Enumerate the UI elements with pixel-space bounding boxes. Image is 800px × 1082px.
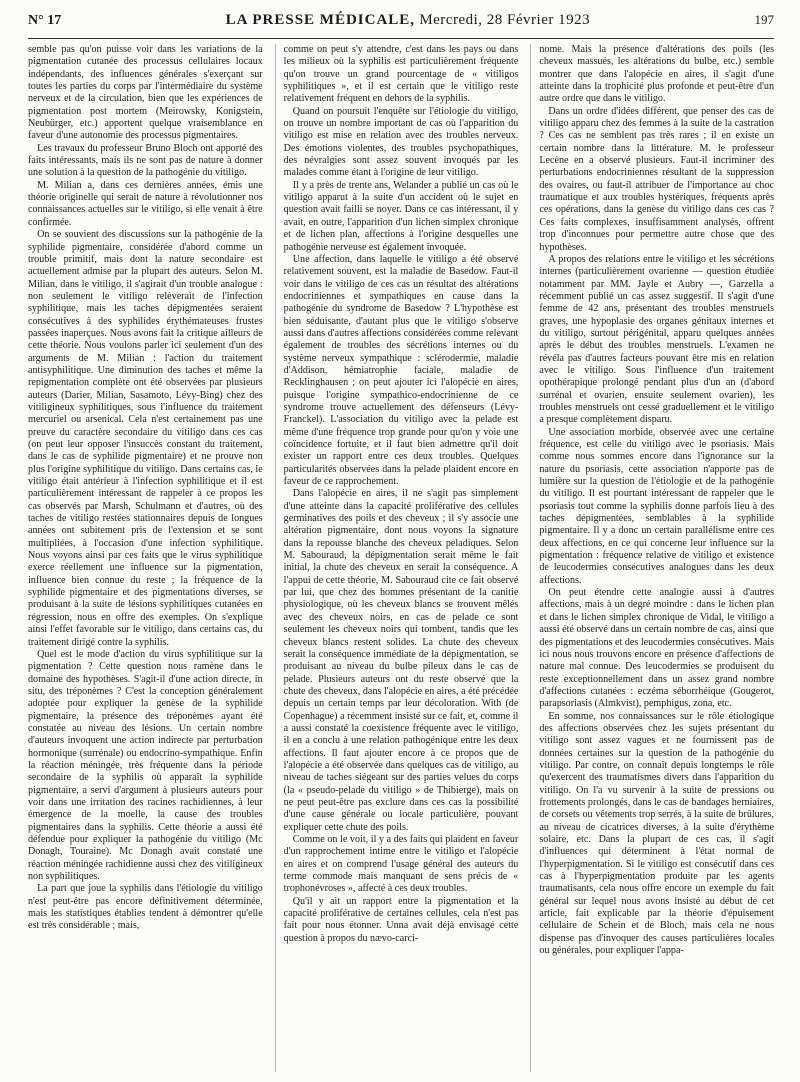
- paragraph: En somme, nos connaissances sur le rôle étiologique des affections observées chez les sujets présentant du vitiligo sont assez vagues et ne fournissent pas de données certaines sur la question de la pathogénie du vitiligo. Par contre, on connaît depuis longtemps le rôle qu'exercent des traumatismes divers dans l'apparition du vitiligo. On l'a vu survenir à la suite de pressions ou frottements prolongés, dans le cas de bandages herniaires, de corsets ou vêtements trop serrés, à la suite de brûlures, au niveau de cicatrices diverses, à la suite d'érythème solaire, etc. Dans la plupart de ces cas, il s'agit d'influences qui déterminent à l'état normal de l'hyperpigmentation. Si le vitiligo est consécutif dans ces cas à l'hyperpigmentation produite par les agents traumatisants, cela nous offre encore un exemple du fait général sur lequel nous avons insisté au début de cet article, fait explicable par la théorie d'épuisement cellulaire de Schein et de Bloch, mais cela ne nous dispense pas d'invoquer des causes particulières locales ou générales, pour expliquer l'appa-: [539, 710, 774, 957]
- paragraph: nome. Mais la présence d'altérations des poils (les cheveux massués, les altérations du bulbe, etc.) semble montrer que dans l'alopécie en aires, il s'agit d'une atteinte dans la trophicité plus profonde et peut-être d'un autre ordre que dans le vitiligo.: [539, 44, 774, 105]
- paragraph: La part que joue la syphilis dans l'étiologie du vitiligo n'est peut-être pas encore définitivement déterminée, mais les statistiques établies tendent à démontrer qu'elle est très considérable ; mais,: [28, 883, 263, 932]
- paragraph: Quand on poursuit l'enquête sur l'étiologie du vitiligo, on trouve un nombre important de cas où l'apparition du vitiligo est mise en relation avec des troubles nerveux. Des émotions violentes, des troubles psychopathiques, des névralgies sont assez souvent invoqués par les malades comme étant à l'origine de leur vitiligo.: [283, 105, 519, 179]
- paragraph: Il y a près de trente ans, Welander a publié un cas où le vitiligo apparut à la suite d'un accident où le sujet en question avait failli se noyer. Dans ce cas intéressant, il y avait, en outre, l'apparition d'un lichen simplex chronique et de lichen plan, affections à l'origine desquelles une pathogénie nerveuse est également invoquée.: [283, 179, 519, 253]
- paragraph: Une association morbide, observée avec une certaine fréquence, est celle du vitiligo avec le psoriasis. Mais comme nous sommes encore dans l'ignorance sur la nature du psoriasis, cette association n'apporte pas de lumière sur la question de l'étiologie et de la pathogénie du vitiligo. Il est pourtant intéressant de rappeler que le psoriasis tout comme la syphilis donne parfois lieu à des taches dépigmentées, semblables à la syphilide pigmentaire. Il y a donc un certain parallélisme entre ces deux affections, en ce qui concerne leur influence sur la pigmentation : fréquence relative de vitiligo et existence de leucodermies consécutives analogues dans les deux affections.: [539, 426, 774, 586]
- paragraph: Dans un ordre d'idées différent, que penser des cas de vitiligo apparu chez des femmes à la suite de la castration ? Ces cas ne semblent pas très rares ; il en existe un certain nombre dans la littérature. M. le professeur Lecène en a observé plusieurs. Faut-il incriminer des perturbations endocriniennes résultant de la suppression des ovaires, ou faut-il attribuer de l'importance au choc traumatique et aux troubles hystériques, fréquents après ces opérations, dans la genèse du vitiligo dans ces cas ? Ces faits complexes, insuffisamment analysés, offrent trop d'inconnues pour permettre autre chose que des hypothèses.: [539, 105, 774, 253]
- paragraph: Comme on le voit, il y a des faits qui plaident en faveur d'un rapprochement intime entre le vitiligo et l'alopécie en aires et on comprend l'usage général des auteurs du terme commode mais manquant de sens précis de « trophonévroses », affecté à ces deux troubles.: [283, 834, 519, 895]
- column-3: [530, 44, 774, 1072]
- column-2: [275, 44, 519, 1072]
- paragraph: Une affection, dans laquelle le vitiligo a été observé relativement souvent, est la maladie de Basedow. Faut-il voir dans le vitiligo de ces cas un résultat des altérations endocriniennes et sympathiques en cause dans la pathogénie du syndrome de Basedow ? L'hypothèse est bien séduisante, d'autant plus que le vitiligo s'observe aussi dans d'autres affections considérées comme relevant également de troubles des sécrétions internes ou du système nerveux sympathique : sclérodermie, maladie d'Addison, hémiatrophie faciale, maladie de Recklinghausen ; on peut ajouter ici l'alopécie en aires, puisque l'origine sympathico-endocrinienne de ce syndrome trouve actuellement des défenseurs (Lévy-Franckel). L'association du vitiligo avec la pelade est même d'une fréquence trop grande pour qu'on y voie une coïncidence fortuite, et il faut bien admettre qu'il doit exister un rapport entre ces deux troubles. Quelques particularités observées dans la pelade plaident encore en faveur de ce rapprochement.: [283, 253, 519, 488]
- paragraph: semble pas qu'on puisse voir dans les variations de la pigmentation cutanée des processus cellulaires locaux indépendants, des influences générales s'exerçant sur toutes les parties du corps par l'intermédiaire du système nerveux et de la circulation, bien que les expériences de pigmentation post mortem (Meirowsky, Konigstein, Neubürger, etc.) apportent quelque vraisemblance en faveur d'une autonomie des processus pigmentaires.: [28, 44, 263, 142]
- paragraph: Qu'il y ait un rapport entre la pigmentation et la capacité proliférative de certaines cellules, cela n'est pas fait pour nous étonner. Unna avait déjà envisagé cette question à propos du nævo-carci-: [283, 895, 519, 944]
- column-1: [28, 44, 263, 1072]
- journal-masthead: [226, 12, 591, 29]
- paragraph: Quel est le mode d'action du virus syphilitique sur la pigmentation ? Cette question nous ramène dans le domaine des hypothèses. S'agit-il d'une action directe, in situ, des tréponèmes ? C'est la conception généralement adoptée pour expliquer la genèse de la syphilide pigmentaire, la présence des tréponèmes ayant été constatée au niveau des lésions. Un certain nombre d'auteurs invoquent une action indirecte par perturbation hormonique (surrénale) ou endocrino-sympathique. Enfin la réaction méningée, très fréquente dans la période secondaire de la syphilis où apparaît la syphilide pigmentaire, a servi d'argument à plusieurs auteurs pour voir dans une irritation des racines rachidiennes, à leur émergence de la moelle, la cause des troubles pigmentaires dans la syphilis. Cette théorie a aussi été défendue pour expliquer la pathogénie du vitiligo (Mc Donagh, Touraine). Mc Donagh avait constaté une réaction méningée rachidienne aussi chez des vitiligineux non syphilitiques.: [28, 648, 263, 883]
- paragraph: A propos des relations entre le vitiligo et les sécrétions internes (particulièrement ovarienne — question étudiée notamment par MM. Jayle et Aubry —, Garzella a récemment publié un cas assez suggestif. Il s'agit d'une femme de 42 ans, présentant des troubles menstruels graves, une hypoplasie des organes génitaux internes et du vitiligo, surtout périgénital, apparu quelques années après le début des troubles menstruels. L'examen ne révéla pas d'autres facteurs pouvant être mis en relation avec le vitiligo. Sous l'influence d'un traitement opothérapique prolongé pendant plus d'un an (d'abord surrénal et ovarien, ensuite seulement ovarien), les troubles menstruels ont cessé graduellement et le vitiligo a presque complètement disparu.: [539, 253, 774, 426]
- article-body: [28, 44, 774, 1072]
- paragraph: On se souvient des discussions sur la pathogénie de la syphilide pigmentaire, considérée d'abord comme un trouble primitif, mais dont la nature secondaire est actuellement admise par la plupart des auteurs. Selon M. Milian, dans le vitiligo, il s'agirait d'un trouble analogue : non seulement le vitiligo relèverait de l'infection syphilitique, mais les taches dépigmentées seraient consécutives à des syphilides érythémateuses frustes passées inaperçues. Nous avons fait la critique ailleurs de cette théorie. Nous voulons parler ici seulement d'un des arguments de M. Milian : l'action du traitement antisyphilitique. Une diminution des taches et même la repigmentation complète ont été observées par plusieurs auteurs (Darier, Milian, Sasamoto, Lévy-Bing) chez des vitiligineux syphilitiques, sous l'influence du traitement mercuriel ou arsenical. Cela n'est certainement pas une preuve du caractère secondaire du vitiligo dans ces cas (on peut leur opposer l'insuccès constant du traitement, dans le cas de syphilide pigmentaire) et ne prouve non plus l'origine syphilitique du vitiligo. Dans certains cas, le vitiligo était antérieur à l'infection syphilitique et il est particulièrement intéressant de rappeler à ce propos les cas observés par Marsh, Schulmann et d'autres, où des taches de vitiligo restées stationnaires depuis de longues années ont subitement pris de l'extension et se sont multipliées, à l'occasion d'une infection syphilitique. Nous voyons ainsi par ces faits que le virus syphilitique exerce réellement une influence sur la pigmentation, influence bien connue du reste ; la fréquence de la syphilide pigmentaire et des pigmentations diverses, se produisant à la suite de lésions syphilitiques cutanées en régression, nous en offre des exemples. On s'explique ainsi l'effet favorable sur le vitiligo, dans certains cas, du traitement dirigé contre la syphilis.: [28, 229, 263, 648]
- issue-date: Mercredi, 28 Février 1923: [419, 12, 591, 28]
- issue-number: N° 17: [28, 13, 62, 28]
- paragraph: Dans l'alopécie en aires, il ne s'agit pas simplement d'une atteinte dans la capacité proliférative des cellules germinatives des poils et des cheveux ; il s'y associe une altération pigmentaire, dont nous voyons la signature dans la repousse blanche des cheveux peladiques. Selon M. Sabouraud, la dépigmentation serait même le fait initial, la chute des cheveux en serait la conséquence. A l'appui de cette théorie, M. Sabouraud cite ce fait observé par lui, que chez des hommes présentant de la canitie physiologique, où les cheveux blancs se trouvent mêlés avec des cheveux noirs, en cas de pelade ce sont seulement les cheveux noirs qui tombent, tandis que les cheveux blancs restent solides. La chute des cheveux serait la conséquence immédiate de la dépigmentation, se produisant au niveau du bulbe pileux dans le cas de pelade. Plusieurs auteurs ont du reste observé que la chute des cheveux, dans l'alopécie en aires, a été précédée depuis un certain temps par leur décoloration. With (de Copenhague) a récemment insisté sur ce fait, et, comme il a aussi constaté la coexistence fréquente avec le vitiligo, il en a conclu à une relation pathogénique entre les deux affections. Il faut ajouter encore à ce propos que de l'alopécie a été observée dans quelques cas de vitiligo, au niveau de taches siégeant sur des parties velues du corps (la « pseudo-pelade du vitiligo » de Thibierge), mais on ne peut peut-être pas exclure dans ces cas la possibilité d'une cause générale ou locale particulière, pouvant expliquer cette chute des poils.: [283, 488, 519, 833]
- paragraph: On peut étendre cette analogie aussi à d'autres affections, mais à un degré moindre : dans le lichen plan et dans le lichen simplex chronique de Vidal, le vitiligo a aussi été observé dans un certain nombre de cas, ainsi que des pigmentations et des leucodermies consécutives. Mais ici nous nous trouvons encore en présence d'affections de nature mal connue. Des leucodermies se produisent du reste exceptionnellement dans un assez grand nombre d'affections cutanées : eczéma séborrhéique (Gougerot, parapsoriasis (Almkvist), pemphigus, zona, etc.: [539, 587, 774, 710]
- paragraph: comme on peut s'y attendre, c'est dans les pays ou dans les milieux où la syphilis est particulièrement fréquente qu'on trouve un grand pourcentage de « vitiligos syphilitiques », et il est certain que le vitiligo reste relativement fréquent en dehors de la syphilis.: [283, 44, 519, 105]
- journal-title: LA PRESSE MÉDICALE,: [225, 12, 416, 28]
- paragraph: Les travaux du professeur Bruno Bloch ont apporté des faits intéressants, mais ils ne sont pas de nature à donner une solution à la question de la pathogénie du vitiligo.: [28, 142, 263, 179]
- page-header: [28, 12, 774, 39]
- paragraph: M. Milian a, dans ces dernières années, émis une théorie originelle qui serait de nature à révolutionner nos connaissances actuelles sur le vitiligo, si elle venait à être confirmée.: [28, 179, 263, 228]
- page-number: 197: [754, 12, 774, 27]
